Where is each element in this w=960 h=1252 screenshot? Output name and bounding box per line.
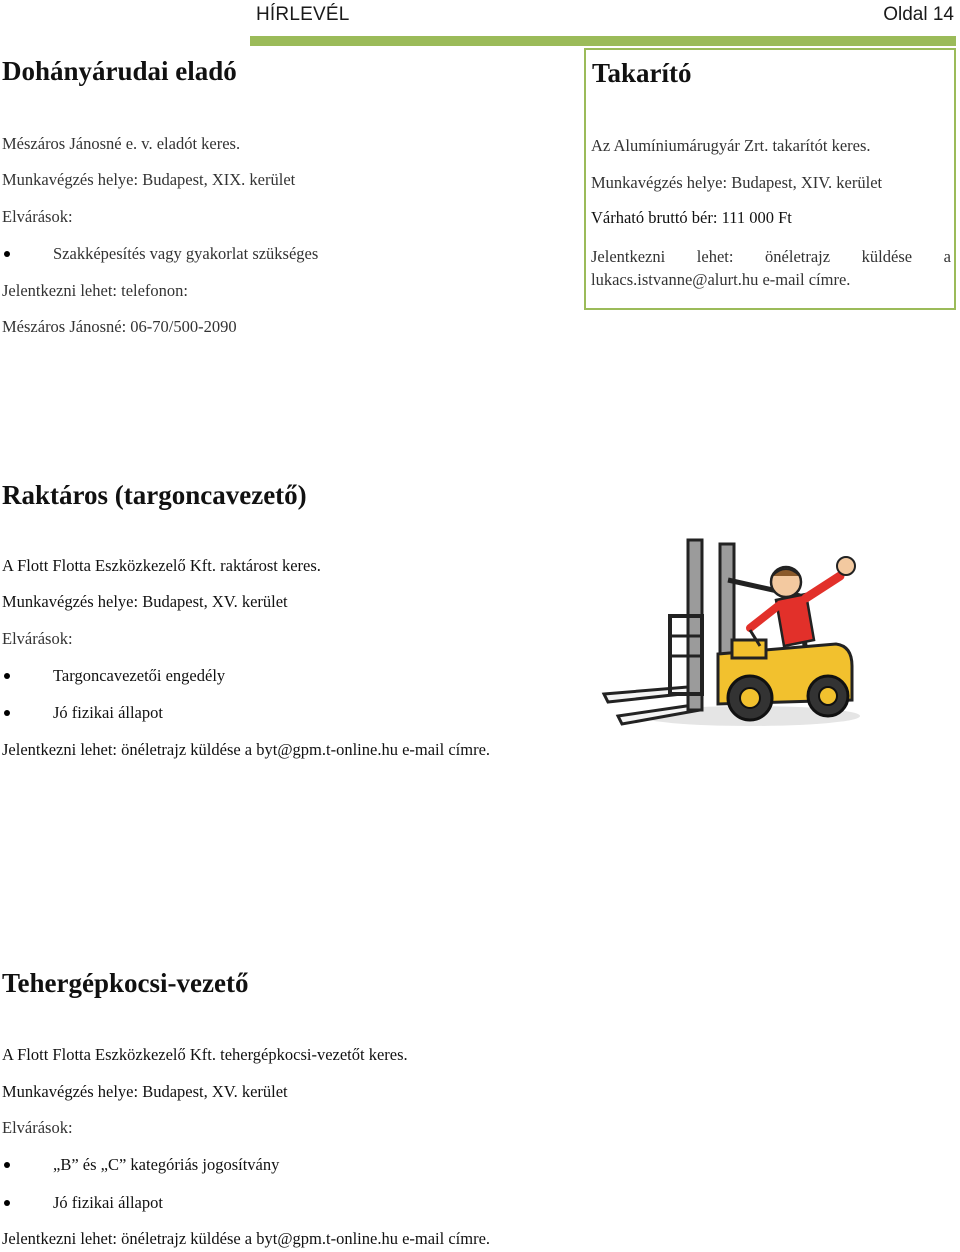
header-accent-bar [250, 36, 956, 46]
requirements-label: Elvárások: [2, 629, 73, 648]
bullet-icon [4, 710, 10, 716]
salary-line: Várható bruttó bér: 111 000 Ft [591, 208, 792, 227]
newsletter-title: HÍRLEVÉL [256, 4, 350, 25]
forklift-driver-illustration [600, 536, 870, 736]
requirement-item: Jó fizikai állapot [53, 1193, 163, 1212]
requirement-item: „B” és „C” kategóriás jogosítvány [53, 1155, 280, 1174]
job-location-line: Munkavégzés helye: Budapest, XIV. kerület [591, 173, 883, 192]
job-employer-line: A Flott Flotta Eszközkezelő Kft. tehergépkocsi-vezetőt keres. [2, 1045, 408, 1064]
section-title-raktaros: Raktáros (targoncavezető) [2, 480, 307, 510]
job-employer-line: Az Alumíniumárugyár Zrt. takarítót keres. [591, 136, 871, 155]
requirement-item: Jó fizikai állapot [53, 703, 163, 722]
requirements-label: Elvárások: [2, 207, 73, 226]
requirement-item: Targoncavezetői engedély [53, 666, 226, 685]
apply-line-justified: Jelentkezni lehet: önéletrajz küldése a [591, 247, 951, 266]
requirements-label: Elvárások: [2, 1118, 73, 1137]
bullet-icon [4, 251, 10, 257]
contact-phone-line: Mészáros Jánosné: 06-70/500-2090 [2, 317, 237, 336]
apply-email-line: lukacs.istvanne@alurt.hu e-mail címre. [591, 270, 851, 289]
job-location-line: Munkavégzés helye: Budapest, XV. kerület [2, 592, 288, 611]
job-location-line: Munkavégzés helye: Budapest, XV. kerület [2, 1082, 288, 1101]
bullet-icon [4, 1162, 10, 1168]
section-title-dohany: Dohányárudai eladó [2, 56, 237, 86]
job-location-line: Munkavégzés helye: Budapest, XIX. kerület [2, 170, 296, 189]
job-employer-line: A Flott Flotta Eszközkezelő Kft. raktárost keres. [2, 556, 321, 575]
page-number: Oldal 14 [883, 4, 954, 25]
requirement-item: Szakképesítés vagy gyakorlat szükséges [53, 244, 319, 263]
apply-line: Jelentkezni lehet: önéletrajz küldése a byt@gpm.t-online.hu e-mail címre. [2, 740, 491, 759]
apply-line: Jelentkezni lehet: telefonon: [2, 281, 189, 300]
bullet-icon [4, 673, 10, 679]
bullet-icon [4, 1200, 10, 1206]
job-employer-line: Mészáros Jánosné e. v. eladót keres. [2, 134, 241, 153]
section-title-teher: Tehergépkocsi-vezető [2, 968, 249, 998]
apply-line: Jelentkezni lehet: önéletrajz küldése a byt@gpm.t-online.hu e-mail címre. [2, 1229, 491, 1248]
section-title-takarito: Takarító [592, 58, 692, 88]
